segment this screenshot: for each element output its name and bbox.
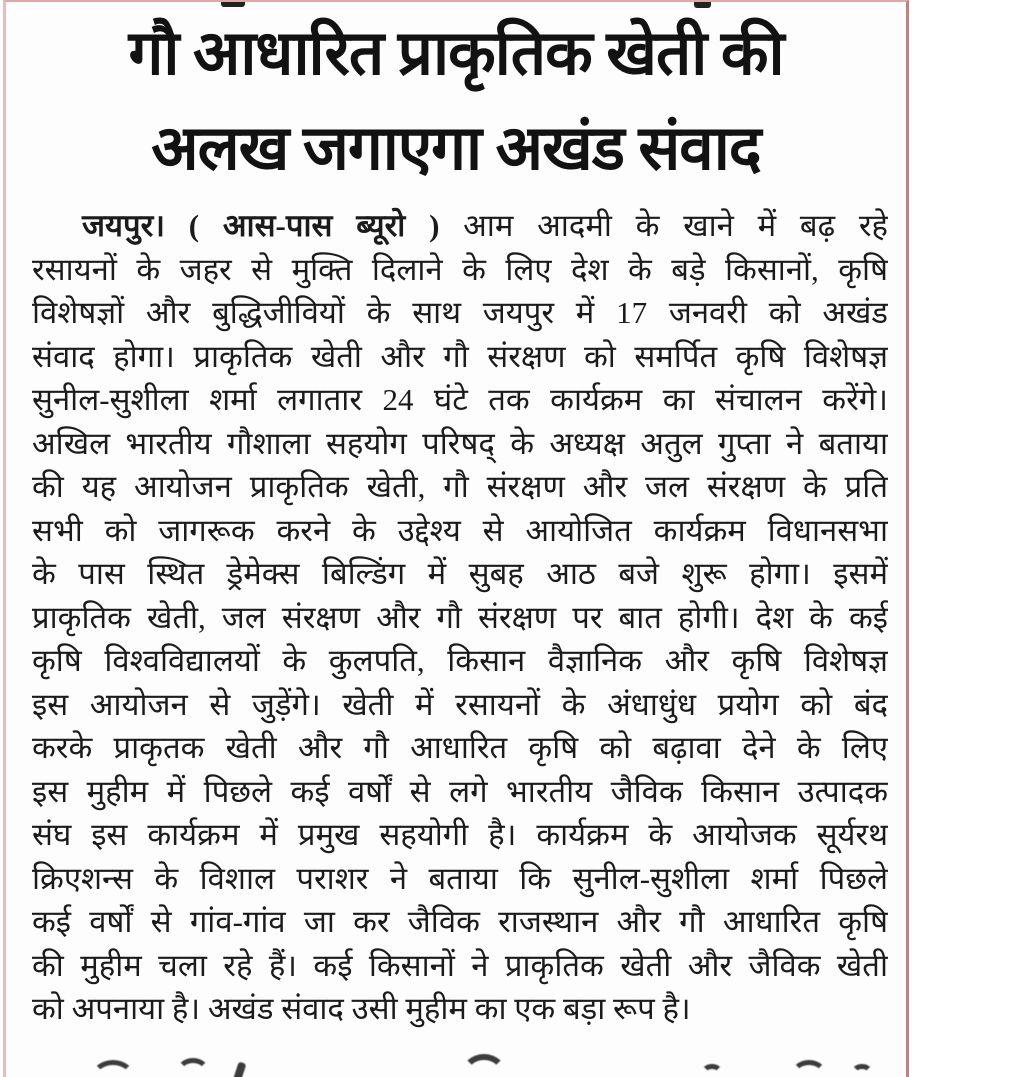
body-line: के पास स्थित ड्रेमेक्स बिल्डिंग में सुबह आठ बजे शुरू होगा। इसमें [32, 556, 888, 591]
body-line: कई वर्षों से गांव-गांव जा कर जैविक राजस्थान और गौ आधारित कृषि [32, 904, 888, 939]
body-line: अखिल भारतीय गौशाला सहयोग परिषद् के अध्यक्ष अतुल गुप्ता ने बताया [32, 425, 888, 461]
cut-off-glyph-bottom-4 [461, 1054, 507, 1077]
body-line: की मुहीम चला रहे हैं। कई किसानों ने प्राकृतिक खेती और जैविक खेती [32, 947, 888, 983]
body-line: कृषि विश्वविद्यालयों के कुलपति, किसान वैज्ञानिक और कृषि विशेषज्ञ [32, 643, 888, 678]
body-line: विशेषज्ञों और बुद्धिजीवियों के साथ जयपुर में 17 जनवरी को अखंड [32, 295, 888, 330]
cut-off-glyph-bottom-7 [851, 1064, 873, 1077]
body-line: सभी को जागरूक करने के उद्देश्य से आयोजित कार्यक्रम विधानसभा [32, 512, 888, 548]
headline-line-1: गौ आधारित प्राकृतिक खेती की [128, 20, 784, 88]
body-line: संघ इस कार्यक्रम में प्रमुख सहयोगी है। कार्यक्रम के आयोजक सूर्यरथ [32, 817, 888, 852]
body-line: इस मुहीम में पिछले कई वर्षों से लगे भारतीय जैविक किसान उत्पादक [32, 773, 888, 809]
newspaper-clipping [3, 0, 909, 1077]
body-line [32, 204, 888, 248]
body-line: करके प्राकृतक खेती और गौ आधारित कृषि को बढ़ावा देने के लिए [32, 730, 888, 765]
body-line: इस आयोजन से जुड़ेंगे। खेती में रसायनों के अंधाधुंध प्रयोग को बंद [32, 686, 888, 722]
body-line: की यह आयोजन प्राकृतिक खेती, गौ संरक्षण और जल संरक्षण के प्रति [32, 469, 888, 504]
body-line-text: आम आदमी के खाने में बढ़ रहे [439, 208, 888, 243]
headline-line-2: अलख जगाएगा अखंड संवाद [151, 115, 761, 183]
body-line: संवाद होगा। प्राकृतिक खेती और गौ संरक्षण को समर्पित कृषि विशेषज्ञ [32, 338, 888, 374]
article-body [6, 194, 906, 1031]
body-line: क्रिएशन्स के विशाल पराशर ने बताया कि सुनील-सुशीला शर्मा पिछले [32, 860, 888, 896]
cut-off-glyph-bottom-3 [230, 1061, 247, 1077]
dateline-bureau: जयपुर। ( आस-पास ब्यूरो ) [82, 208, 440, 243]
headline [6, 2, 906, 194]
cut-off-glyph-bottom-6 [791, 1060, 827, 1077]
cut-off-glyph-bottom-5 [701, 1064, 723, 1077]
cut-off-glyph-top-2 [694, 2, 711, 8]
cut-off-glyph-bottom-1 [91, 1060, 135, 1077]
body-line: सुनील-सुशीला शर्मा लगातार 24 घंटे तक कार्यक्रम का संचालन करेंगे। [32, 382, 888, 417]
body-line: को अपनाया है। अखंड संवाद उसी मुहीम का एक बड़ा रूप है। [32, 991, 691, 1026]
cut-off-glyph-top-1 [221, 2, 245, 7]
cut-off-glyph-bottom-2 [176, 1058, 210, 1077]
body-line: रसायनों के जहर से मुक्ति दिलाने के लिए देश के बड़े किसानों, कृषि [32, 251, 888, 287]
body-line: प्राकृतिक खेती, जल संरक्षण और गौ संरक्षण पर बात होगी। देश के कई [32, 599, 888, 635]
